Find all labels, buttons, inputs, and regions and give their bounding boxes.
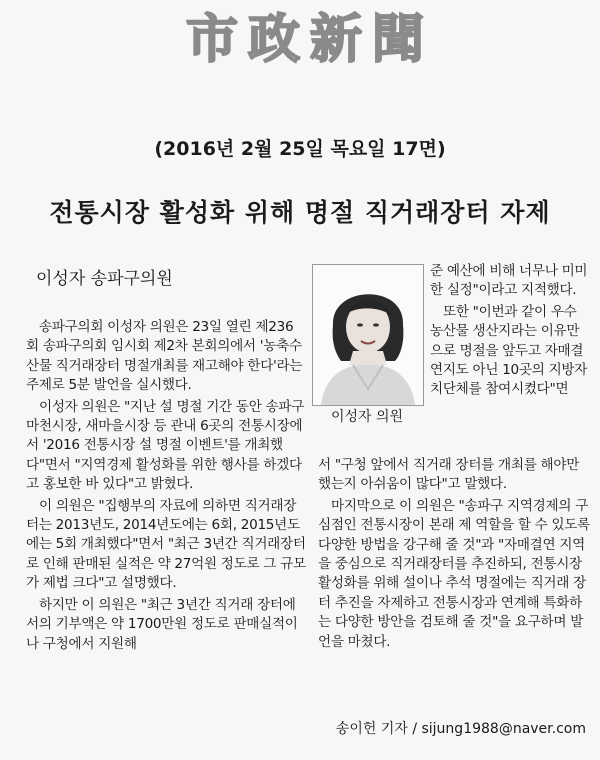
paragraph: 마지막으로 이 의원은 "송파구 지역경제의 구심점인 전통시장이 본래 제 역할을 할 수 있도록 다양한 방법을 강구해 줄 것"과 "자매결연 지역을 중심으로 직거래장터를 추진하되, 전통시장 활성화를 위해 설이나 추석 명절에는 직거래 장터 추진을 자제하고 전통시장과 연계해 특화하는 다양한 방안을 검토해 줄 것"을 요구하며 발언을 마쳤다. [318, 497, 590, 650]
article-headline: 전통시장 활성화 위해 명절 직거래장터 자제 [49, 198, 551, 227]
paragraph: 준 예산에 비해 너무나 미미한 실정"이라고 지적했다. [430, 263, 588, 299]
publication-date: (2016년 2월 25일 목요일 17면) [154, 138, 446, 160]
reporter-credit: 송이헌 기자 / sijung1988@naver.com [335, 721, 586, 737]
article-column-right [318, 456, 590, 654]
article-column-right-top [430, 262, 588, 402]
paragraph: 하지만 이 의원은 "최근 3년간 직거래 장터에서의 기부액은 약 1700만원 정도로 판매실적이나 구청에서 지원해 [26, 596, 298, 652]
paragraph: 이성자 의원은 "지난 설 명절 기간 동안 송파구 마천시장, 새마을시장 등 관내 6곳의 전통시장에서 '2016 전통시장 설 명절 이벤트'를 개최했다"면서 "지역경제 활성화를 위한 행사를 하겠다고 홍보한 바 있다"고 밝혔다. [26, 398, 305, 493]
masthead-title: 市政新聞 [185, 9, 434, 70]
photo-caption: 이성자 의원 [330, 409, 404, 425]
portrait-photo [312, 264, 424, 406]
byline-subject: 이성자 송파구의원 [36, 269, 173, 289]
paragraph: 이 의원은 "집행부의 자료에 의하면 직거래장터는 2013년도, 2014년도에는 6회, 2015년도에는 5회 개최했다"면서 "최근 3년간 직거래장터로 인해 판매된 실적은 약 27억원 정도로 그 규모가 제법 크다"고 설명했다. [26, 497, 306, 592]
paragraph: 서 "구청 앞에서 직거래 장터를 개최를 해야만 했는지 아쉬움이 많다"고 말했다. [318, 457, 580, 493]
portrait-icon [313, 265, 423, 405]
paragraph: 송파구의회 이성자 의원은 23일 열린 제236회 송파구의회 임시회 제2차 본회의에서 '농축수산물 직거래장터 명절개최를 재고해야 한다'라는 주제로 5분 발언을 실시했다. [26, 319, 303, 394]
paragraph: 또한 "이번과 같이 우수농산물 생산지라는 이유만으로 명절을 앞두고 자매결연지도 아닌 10곳의 지방자치단체를 참여시켰다"면 [430, 303, 588, 398]
article-column-left [26, 318, 306, 656]
